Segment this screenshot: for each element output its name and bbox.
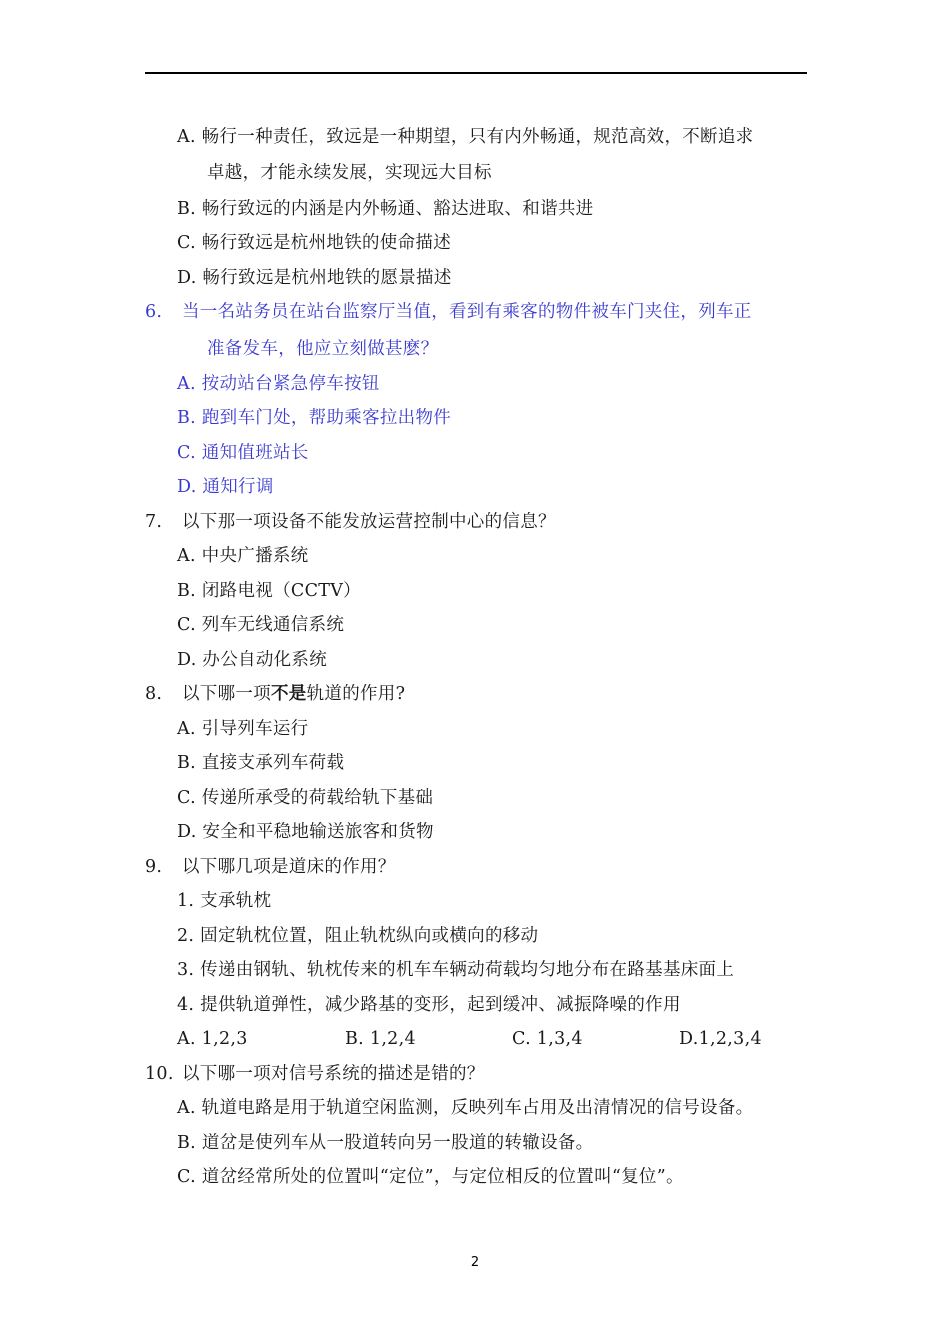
q10-option-a: A. 轨道电路是用于轨道空闲监测，反映列车占用及出清情况的信号设备。 [177, 1098, 754, 1118]
q5-option-a-cont: 卓越，才能永续发展，实现远大目标 [207, 163, 492, 183]
q5-option-d: D. 畅行致远是杭州地铁的愿景描述 [177, 268, 452, 288]
q10-option-b: B. 道岔是使列车从一股道转向另一股道的转辙设备。 [177, 1133, 594, 1153]
q9-answer-a: A. 1,2,3 [177, 1029, 248, 1049]
q9-question: 以下哪几项是道床的作用？ [182, 857, 396, 877]
q8-question-pre: 以下哪一项 [182, 684, 271, 704]
q7-number: 7. [145, 512, 163, 532]
page-number: 2 [470, 1255, 480, 1270]
q6-option-c: C. 通知值班站长 [177, 443, 309, 463]
q9-item-2: 2. 固定轨枕位置，阻止轨枕纵向或横向的移动 [177, 926, 539, 946]
q6-number: 6. [145, 302, 163, 322]
q5-option-a: A. 畅行一种责任，致远是一种期望，只有内外畅通，规范高效，不断追求 [177, 127, 754, 147]
q6-option-b: B. 跑到车门处，帮助乘客拉出物件 [177, 408, 452, 428]
q9-answer-d: D.1,2,3,4 [679, 1029, 762, 1049]
q8-option-b: B. 直接支承列车荷载 [177, 753, 345, 773]
q8-option-c: C. 传递所承受的荷载给轨下基础 [177, 788, 434, 808]
q10-option-c: C. 道岔经常所处的位置叫“定位”，与定位相反的位置叫“复位”。 [177, 1167, 684, 1187]
q6-question: 当一名站务员在站台监察厅当值，看到有乘客的物件被车门夹住，列车正 [182, 302, 752, 322]
q7-option-a: A. 中央广播系统 [177, 546, 309, 566]
q9-answer-b: B. 1,2,4 [345, 1029, 416, 1049]
q5-option-b: B. 畅行致远的内涵是内外畅通、豁达进取、和谐共进 [177, 199, 594, 219]
q8-option-d: D. 安全和平稳地输送旅客和货物 [177, 822, 434, 842]
q9-answer-c: C. 1,3,4 [512, 1029, 583, 1049]
q9-number: 9. [145, 857, 163, 877]
q7-option-c: C. 列车无线通信系统 [177, 615, 345, 635]
q8-question [182, 682, 405, 706]
q10-number: 10. [145, 1064, 174, 1084]
q6-option-a: A. 按动站台紧急停车按钮 [177, 374, 380, 394]
q7-option-d: D. 办公自动化系统 [177, 650, 328, 670]
q7-option-b: B. 闭路电视（CCTV） [177, 581, 361, 601]
q10-question: 以下哪一项对信号系统的描述是错的？ [182, 1064, 485, 1084]
q9-item-3: 3. 传递由钢轨、轨枕传来的机车车辆动荷载均匀地分布在路基基床面上 [177, 960, 735, 980]
q8-question-emphasis: 不是 [271, 684, 307, 704]
q8-question-post: 轨道的作用? [306, 684, 406, 704]
q5-option-c: C. 畅行致远是杭州地铁的使命描述 [177, 233, 451, 253]
q9-item-1: 1. 支承轨枕 [177, 891, 272, 911]
q9-item-4: 4. 提供轨道弹性，减少路基的变形，起到缓冲、减振降噪的作用 [177, 995, 681, 1015]
q6-question-cont: 准备发车，他应立刻做甚麽？ [207, 339, 439, 359]
q7-question: 以下那一项设备不能发放运营控制中心的信息？ [182, 512, 556, 532]
q8-option-a: A. 引导列车运行 [177, 719, 309, 739]
q6-option-d: D. 通知行调 [177, 477, 274, 497]
q8-number: 8. [145, 684, 163, 704]
header-rule [145, 72, 807, 74]
